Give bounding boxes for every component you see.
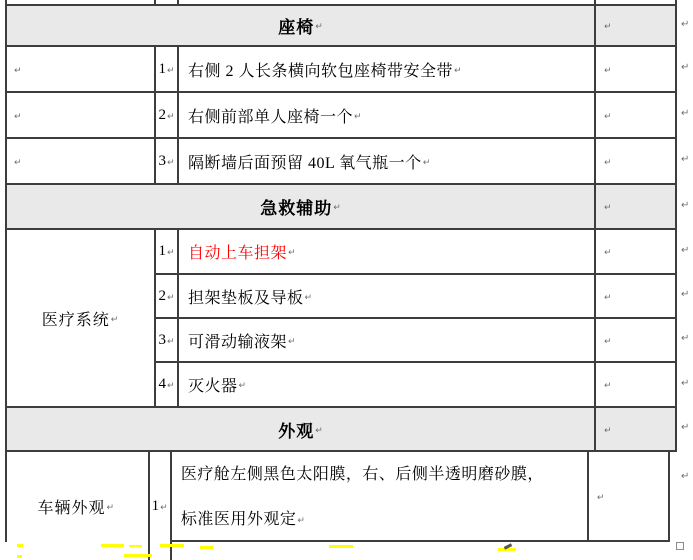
paragraph-mark-icon: ↵ [304,292,313,303]
paragraph-mark-icon: ↵ [596,492,605,503]
table-border-segment [5,452,7,542]
end-of-row-mark-icon: ↵ [681,154,690,165]
row-number: 3 [158,152,166,169]
paragraph-mark-icon: ↵ [14,111,22,122]
end-of-row-mark-icon: ↵ [681,245,690,256]
cell-remark[interactable] [596,47,677,93]
paragraph-mark-icon: ↵ [604,381,612,391]
highlight-fragment [200,546,213,549]
highlight-fragment [101,544,124,547]
row-text: 右侧 2 人长条横向软包座椅带安全带 [188,62,454,80]
end-of-row-mark-icon: ↵ [681,108,690,119]
paragraph-mark-icon: ↵ [454,65,462,76]
paragraph-mark-icon: ↵ [166,336,175,347]
paragraph-mark-icon: ↵ [166,248,175,258]
row-text: 右侧前部单人座椅一个 [188,108,354,126]
cell-description[interactable] [179,319,596,363]
row-text: 隔断墙后面预留 40L 氧气瓶一个 [188,154,422,172]
paragraph-mark-icon: ↵ [166,111,175,122]
cell-description[interactable] [179,47,596,93]
paragraph-mark-icon: ↵ [604,111,612,122]
highlight-fragment [17,555,22,558]
end-of-row-mark-icon: ↵ [681,471,690,482]
row-text: 灭火器 [188,378,238,395]
row-number: 1 [151,497,160,514]
highlight-fragment [17,544,23,547]
section-header-cell[interactable] [7,185,596,230]
end-of-row-mark-icon: ↵ [681,19,690,30]
section-title: 急救辅助 [260,199,333,218]
cell-number[interactable] [156,93,179,139]
paragraph-mark-icon: ↵ [14,65,22,76]
cell-remark[interactable] [596,185,677,230]
cell-category[interactable] [7,93,156,139]
highlight-fragment [160,544,184,547]
paragraph-mark-icon: ↵ [160,502,168,513]
highlight-fragment [329,545,353,548]
highlight-fragment [129,545,142,547]
cell-description[interactable] [179,275,596,319]
table-row [5,93,677,139]
paragraph-mark-icon: ↵ [297,516,306,526]
highlight-fragment [124,554,152,557]
paragraph-mark-icon: ↵ [604,248,612,258]
paragraph-mark-icon: ↵ [106,502,116,513]
cell-description[interactable] [179,230,596,275]
paragraph-mark-icon: ↵ [110,314,120,325]
row-number: 2 [158,287,166,304]
table-row [5,139,677,185]
paragraph-mark-icon: ↵ [166,157,175,168]
paragraph-mark-icon: ↵ [604,203,612,213]
paragraph-mark-icon: ↵ [604,336,612,347]
cut-off-row-area [172,542,677,560]
table-resize-handle[interactable] [676,542,684,550]
table-row [156,275,677,319]
end-of-row-mark-icon: ↵ [681,378,690,389]
paragraph-mark-icon: ↵ [333,203,341,213]
section-rows [172,452,677,560]
paragraph-mark-icon: ↵ [315,22,323,32]
row-text: 可滑动输液架 [188,333,288,351]
row-number: 4 [158,376,166,392]
cell-remark[interactable] [596,139,677,185]
section-title: 座椅 [278,18,315,37]
table-row [5,47,677,93]
paragraph-mark-icon: ↵ [238,381,247,391]
cell-category-medical-system[interactable] [7,230,156,408]
category-label: 车辆外观 [37,499,106,517]
spec-table [5,0,677,560]
table-row [156,230,677,275]
cell-number[interactable] [156,363,179,408]
cell-description[interactable] [179,363,596,408]
paragraph-mark-icon: ↵ [604,157,612,168]
cell-number[interactable] [156,319,179,363]
cell-remark[interactable] [596,363,677,408]
paragraph-mark-icon: ↵ [604,65,612,76]
cell-category[interactable] [7,47,156,93]
row-text-line2: 标准医用外观定 [180,511,297,528]
row-text: 担架垫板及导板 [188,289,304,307]
cell-number[interactable] [156,47,179,93]
row-number: 3 [158,331,166,348]
paragraph-mark-icon: ↵ [422,157,431,168]
row-number: 1 [158,243,166,259]
cell-number[interactable] [156,275,179,319]
cell-remark[interactable] [596,275,677,319]
section-header-cell[interactable] [7,408,596,452]
cell-description[interactable] [172,452,589,542]
row-number: 2 [158,106,166,123]
section-header-first-aid [5,185,677,230]
end-of-row-mark-icon: ↵ [681,62,690,73]
cell-category[interactable] [7,139,156,185]
paragraph-mark-icon: ↵ [604,22,612,32]
end-of-row-mark-icon: ↵ [681,200,690,211]
row-text-highlighted-red: 自动上车担架 [188,245,288,262]
cell-category-vehicle-exterior[interactable] [5,452,150,560]
paragraph-mark-icon: ↵ [166,292,175,303]
cell-remark[interactable] [596,408,677,452]
paragraph-mark-icon: ↵ [14,157,22,168]
cell-description[interactable] [179,139,596,185]
cell-remark[interactable] [596,93,677,139]
cell-remark[interactable] [589,452,670,542]
table-row [156,363,677,408]
paragraph-mark-icon: ↵ [166,381,175,391]
paragraph-mark-icon: ↵ [604,425,612,436]
cell-description[interactable] [179,93,596,139]
end-of-row-mark-icon: ↵ [681,289,690,300]
paragraph-mark-icon: ↵ [166,65,175,76]
section-header-cell[interactable] [7,6,596,47]
end-of-row-mark-icon: ↵ [681,422,690,433]
paragraph-mark-icon: ↵ [354,111,362,122]
row-text-line1: 医疗舱左侧黑色太阳膜，右、后侧半透明磨砂膜， [180,466,544,483]
category-label: 医疗系统 [41,311,110,329]
section-title: 外观 [278,421,315,441]
end-of-row-mark-icon: ↵ [681,333,690,344]
paragraph-mark-icon: ↵ [288,336,296,347]
cell-number[interactable] [156,230,179,275]
section-medical-system [5,230,677,408]
section-header-exterior [5,408,677,452]
table-row [156,319,677,363]
table-row [172,452,677,542]
paragraph-mark-icon: ↵ [288,248,296,258]
section-rows [156,230,677,408]
cell-remark[interactable] [596,6,677,47]
paragraph-mark-icon: ↵ [315,425,323,436]
section-header-seats [5,6,677,47]
paragraph-mark-icon: ↵ [604,292,612,303]
cell-remark[interactable] [596,230,677,275]
row-number: 1 [158,60,166,77]
cell-number[interactable] [156,139,179,185]
cell-remark[interactable] [596,319,677,363]
